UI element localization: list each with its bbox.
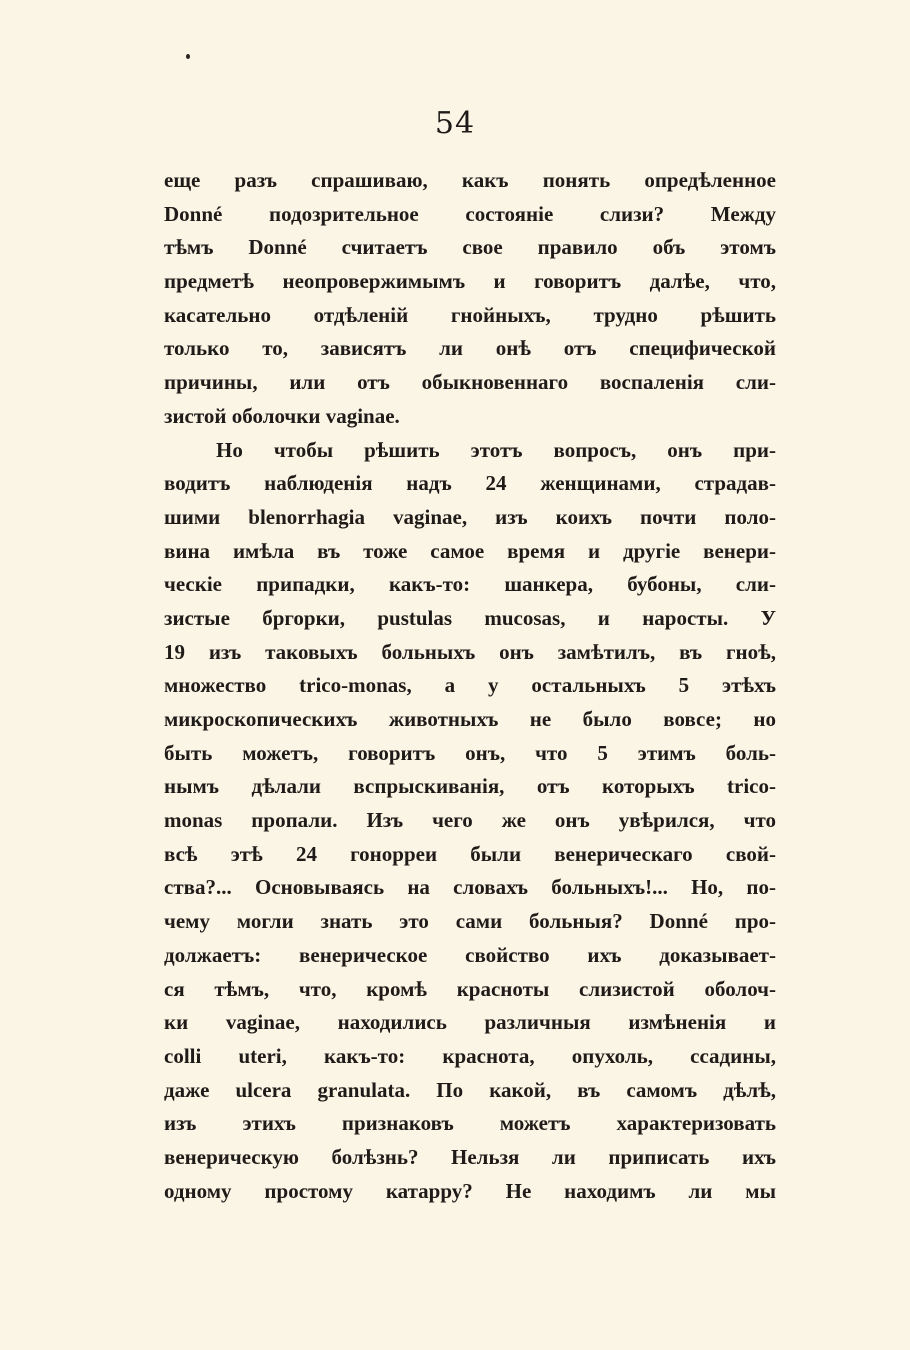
- text-line: чему могли знать это сами больныя? Donné про-: [164, 909, 776, 934]
- text-line: monas пропали. Изъ чего же онъ увѣрился, что: [164, 808, 776, 833]
- text-line: одному простому катарру? Не находимъ ли мы: [164, 1178, 776, 1203]
- text-line: ства?... Основываясь на словахъ больныхъ!... Но, по-: [164, 875, 776, 900]
- text-line: водитъ наблюденія надъ 24 женщинами, страдав-: [164, 471, 776, 496]
- text-line: ческіе припадки, какъ-то: шанкера, бубоны, сли-: [164, 572, 776, 597]
- ink-speck: [186, 54, 190, 59]
- text-line: colli uteri, какъ-то: краснота, опухоль, ссадины,: [164, 1043, 776, 1068]
- text-line: быть можетъ, говоритъ онъ, что 5 этимъ боль-: [164, 740, 776, 765]
- paragraph-start-line: Но чтобы рѣшить этотъ вопросъ, онъ при-: [216, 437, 776, 462]
- text-line: ки vaginae, находились различныя измѣненія и: [164, 1010, 776, 1035]
- text-line: зистые бргорки, pustulas mucosas, и наросты. У: [164, 605, 776, 630]
- text-line: только то, зависятъ ли онѣ отъ специфической: [164, 336, 776, 361]
- text-line: множество trico-monas, а у остальныхъ 5 этѣхъ: [164, 673, 776, 698]
- text-line: Donné подозрительное состояніе слизи? Между: [164, 201, 776, 226]
- text-line: зистой оболочки vaginae.: [164, 403, 400, 428]
- body-text: [164, 164, 776, 1208]
- text-line: касательно отдѣленій гнойныхъ, трудно рѣшить: [164, 302, 776, 327]
- text-line: нымъ дѣлали вспрыскиванія, отъ которыхъ trico-: [164, 774, 776, 799]
- text-line: микроскопическихъ животныхъ не было вовсе; но: [164, 707, 776, 731]
- page-number: 54: [434, 106, 476, 141]
- text-line: ся тѣмъ, что, кромѣ красноты слизистой оболоч-: [164, 976, 776, 1001]
- text-line: венерическую болѣзнь? Нельзя ли приписать ихъ: [164, 1144, 776, 1169]
- text-line: изъ этихъ признаковъ можетъ характеризовать: [164, 1111, 776, 1136]
- text-line: вина имѣла въ тоже самое время и другіе венери-: [164, 538, 776, 563]
- text-line: тѣмъ Donné считаетъ свое правило объ этомъ: [164, 235, 776, 260]
- text-line: шими blenorrhagia vaginae, изъ коихъ почти поло-: [164, 504, 776, 529]
- text-line: должаетъ: венерическое свойство ихъ доказывает-: [164, 942, 776, 967]
- text-line: всѣ этѣ 24 гонорреи были венерическаго свой-: [164, 841, 776, 866]
- text-line: причины, или отъ обыкновеннаго воспаленія сли-: [164, 370, 776, 395]
- text-line: 19 изъ таковыхъ больныхъ онъ замѣтилъ, въ гноѣ,: [164, 639, 776, 664]
- text-line: еще разъ спрашиваю, какъ понять опредѣленное: [164, 168, 776, 192]
- text-line: предметѣ неопровержимымъ и говоритъ далѣе, что,: [164, 269, 776, 294]
- text-line: даже ulcera granulata. По какой, въ самомъ дѣлѣ,: [164, 1077, 776, 1102]
